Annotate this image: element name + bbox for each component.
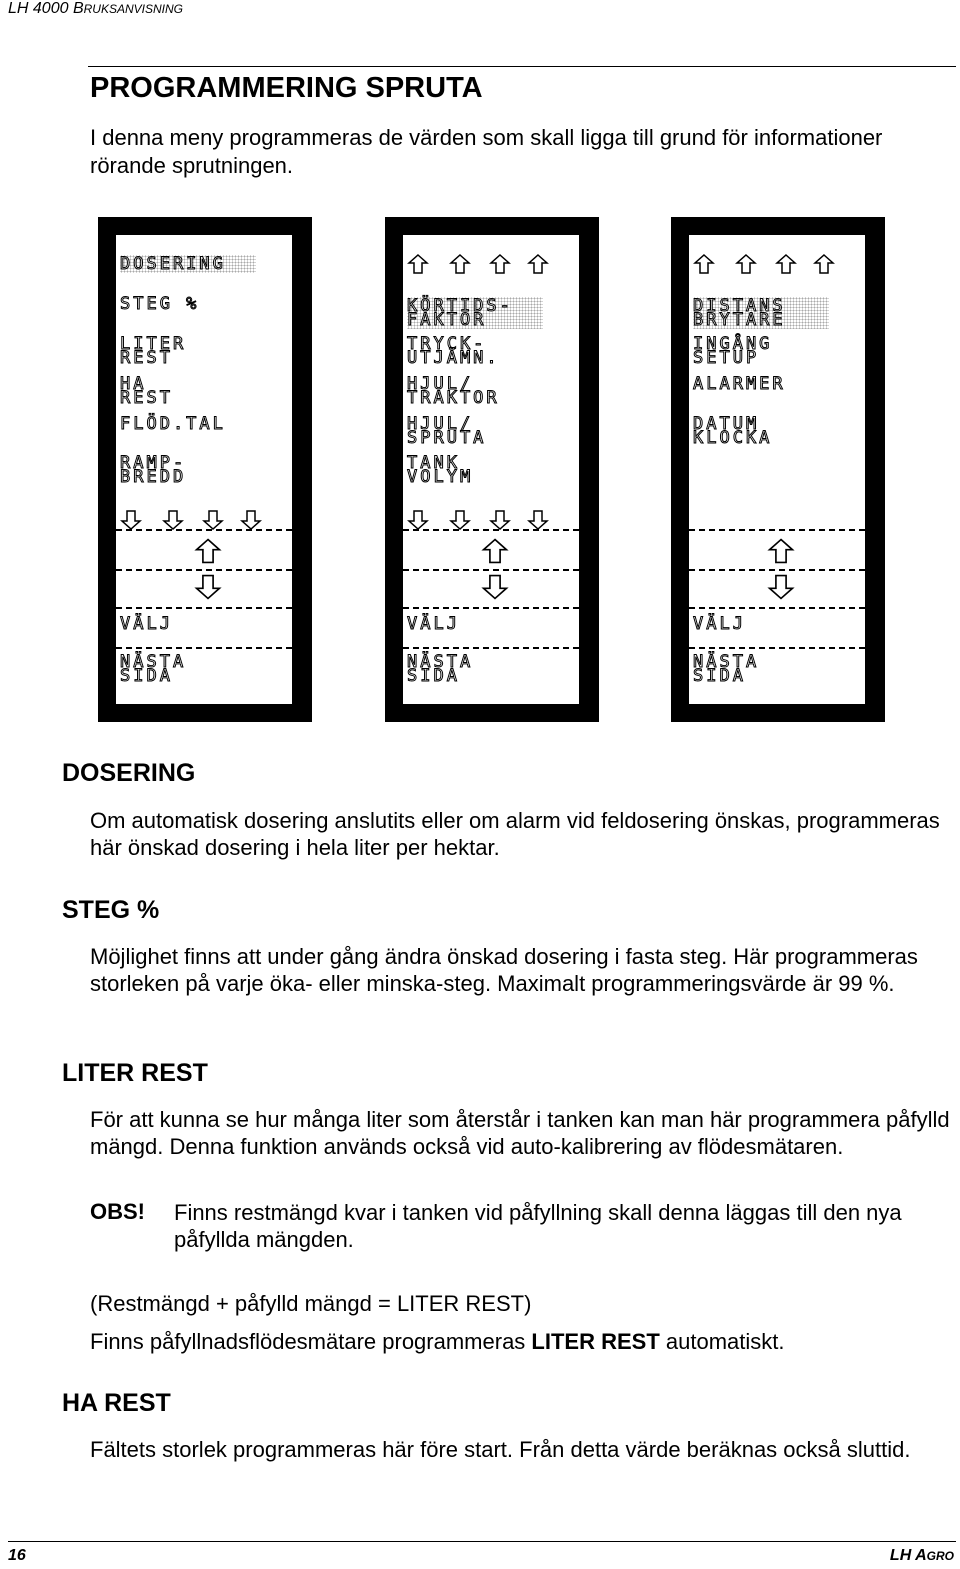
top-rule xyxy=(88,66,956,67)
nasta-sida-label: NÄSTA SIDA xyxy=(693,652,760,686)
display-panel-2 xyxy=(385,217,599,722)
document-header xyxy=(8,0,183,18)
auto-fill-text-a: Finns påfyllnadsflödesmätare programmeras xyxy=(90,1329,532,1354)
menu-item-flodtal: FLÖD.TAL xyxy=(120,414,226,434)
key-divider xyxy=(403,647,579,649)
display-panel-3 xyxy=(671,217,885,722)
intro-text: I denna meny programmeras de värden som skall ligga till grund för informationer rörande sprutningen. xyxy=(90,125,883,178)
section-heading-liter-rest: LITER REST xyxy=(62,1059,208,1087)
scroll-up-arrow-icon xyxy=(527,253,549,275)
key-divider xyxy=(689,607,865,609)
menu-item-ingang-setup: INGÅNG SETUP xyxy=(693,334,773,368)
key-divider xyxy=(116,607,292,609)
nasta-sida-label: NÄSTA SIDA xyxy=(120,652,187,686)
down-arrow-icon xyxy=(194,573,222,601)
nasta-sida-label: NÄSTA SIDA xyxy=(407,652,474,686)
auto-fill-text-c: automatiskt. xyxy=(659,1329,785,1354)
scroll-down-arrow-icon xyxy=(527,509,549,531)
up-arrow-icon xyxy=(194,537,222,565)
scroll-up-arrow-icon xyxy=(449,253,471,275)
scroll-up-arrow-icon xyxy=(693,253,715,275)
menu-item-alarmer: ALARMER xyxy=(693,374,786,394)
valj-label: VÄLJ xyxy=(120,614,173,634)
obs-label: OBS! xyxy=(90,1199,145,1224)
key-divider xyxy=(116,529,292,531)
key-divider xyxy=(689,569,865,571)
scroll-down-arrow-icon xyxy=(162,509,184,531)
header-doc-name-tail: RUKSANVISNING xyxy=(83,2,183,16)
scroll-down-arrow-icon xyxy=(202,509,224,531)
scroll-down-arrow-icon xyxy=(489,509,511,531)
lcd-screen-1 xyxy=(116,235,292,704)
auto-fill-text-bold: LITER REST xyxy=(531,1329,660,1354)
key-divider xyxy=(689,647,865,649)
section-heading-dosering: DOSERING xyxy=(62,759,196,787)
lcd-screen-2 xyxy=(403,235,579,704)
menu-item-kortidsfaktor: KÖRTIDS- FAKTOR xyxy=(407,297,543,329)
up-arrow-icon xyxy=(481,537,509,565)
page-title: PROGRAMMERING SPRUTA xyxy=(90,72,483,104)
valj-label: VÄLJ xyxy=(407,614,460,634)
key-divider xyxy=(403,529,579,531)
scroll-up-arrow-icon xyxy=(735,253,757,275)
bottom-rule xyxy=(8,1541,956,1542)
page-number: 16 xyxy=(8,1547,26,1564)
menu-item-hjul-traktor: HJUL/ TRAKTOR xyxy=(407,374,500,408)
scroll-up-arrow-icon xyxy=(775,253,797,275)
section-text-steg: Möjlighet finns att under gång ändra önskad dosering i fasta steg. Här programmeras storleken på varje öka- eller minska-steg. Maximalt programmeringsvärde är 99 %. xyxy=(90,944,918,996)
scroll-down-arrow-icon xyxy=(449,509,471,531)
section-text-ha-rest: Fältets storlek programmeras här före start. Från detta värde beräknas också sluttid. xyxy=(90,1437,911,1462)
valj-label: VÄLJ xyxy=(693,614,746,634)
scroll-down-arrow-icon xyxy=(240,509,262,531)
formula-text: (Restmängd + påfylld mängd = LITER REST) xyxy=(90,1291,532,1316)
key-divider xyxy=(403,607,579,609)
menu-item-dosering: DOSERING xyxy=(120,255,256,273)
scroll-up-arrow-icon xyxy=(407,253,429,275)
footer-brand xyxy=(890,1547,954,1565)
scroll-down-arrow-icon xyxy=(407,509,429,531)
section-heading-steg: STEG % xyxy=(62,896,160,924)
up-arrow-icon xyxy=(767,537,795,565)
down-arrow-icon xyxy=(481,573,509,601)
footer-brand-a: LH A xyxy=(889,1547,927,1564)
menu-item-datum-klocka: DATUM KLOCKA xyxy=(693,414,773,448)
key-divider xyxy=(116,647,292,649)
footer-brand-b: GRO xyxy=(926,1549,954,1563)
menu-item-rampbredd: RAMP- BREDD xyxy=(120,453,187,487)
key-divider xyxy=(689,529,865,531)
menu-item-tank-volym: TANK VOLYM xyxy=(407,453,474,487)
scroll-up-arrow-icon xyxy=(489,253,511,275)
section-text-dosering: Om automatisk dosering anslutits eller om alarm vid feldosering önskas, programmeras här önskad dosering i hela liter per hektar. xyxy=(90,808,940,860)
menu-item-steg: STEG % xyxy=(120,294,200,314)
menu-item-tryckutjamn: TRYCK- UTJÄMN. xyxy=(407,334,500,368)
menu-item-ha-rest: HA REST xyxy=(120,374,173,408)
section-heading-ha-rest: HA REST xyxy=(62,1389,171,1417)
menu-item-hjul-spruta: HJUL/ SPRUTA xyxy=(407,414,487,448)
menu-item-liter-rest: LITER REST xyxy=(120,334,187,368)
key-divider xyxy=(116,569,292,571)
scroll-down-arrow-icon xyxy=(120,509,142,531)
menu-item-distans-brytare: DISTANS BRYTARE xyxy=(693,297,829,329)
section-text-liter-rest: För att kunna se hur många liter som återstår i tanken kan man här programmera påfylld mängd. Denna funktion används också vid auto-kalibrering av flödesmätaren. xyxy=(90,1107,950,1159)
down-arrow-icon xyxy=(767,573,795,601)
auto-fill-text xyxy=(90,1328,956,1355)
key-divider xyxy=(403,569,579,571)
header-doc-name: LH 4000 B xyxy=(8,0,84,17)
scroll-up-arrow-icon xyxy=(813,253,835,275)
lcd-screen-3 xyxy=(689,235,865,704)
display-panel-1 xyxy=(98,217,312,722)
obs-text: Finns restmängd kvar i tanken vid påfyllning skall denna läggas till den nya påfyllda mängden. xyxy=(174,1200,902,1252)
